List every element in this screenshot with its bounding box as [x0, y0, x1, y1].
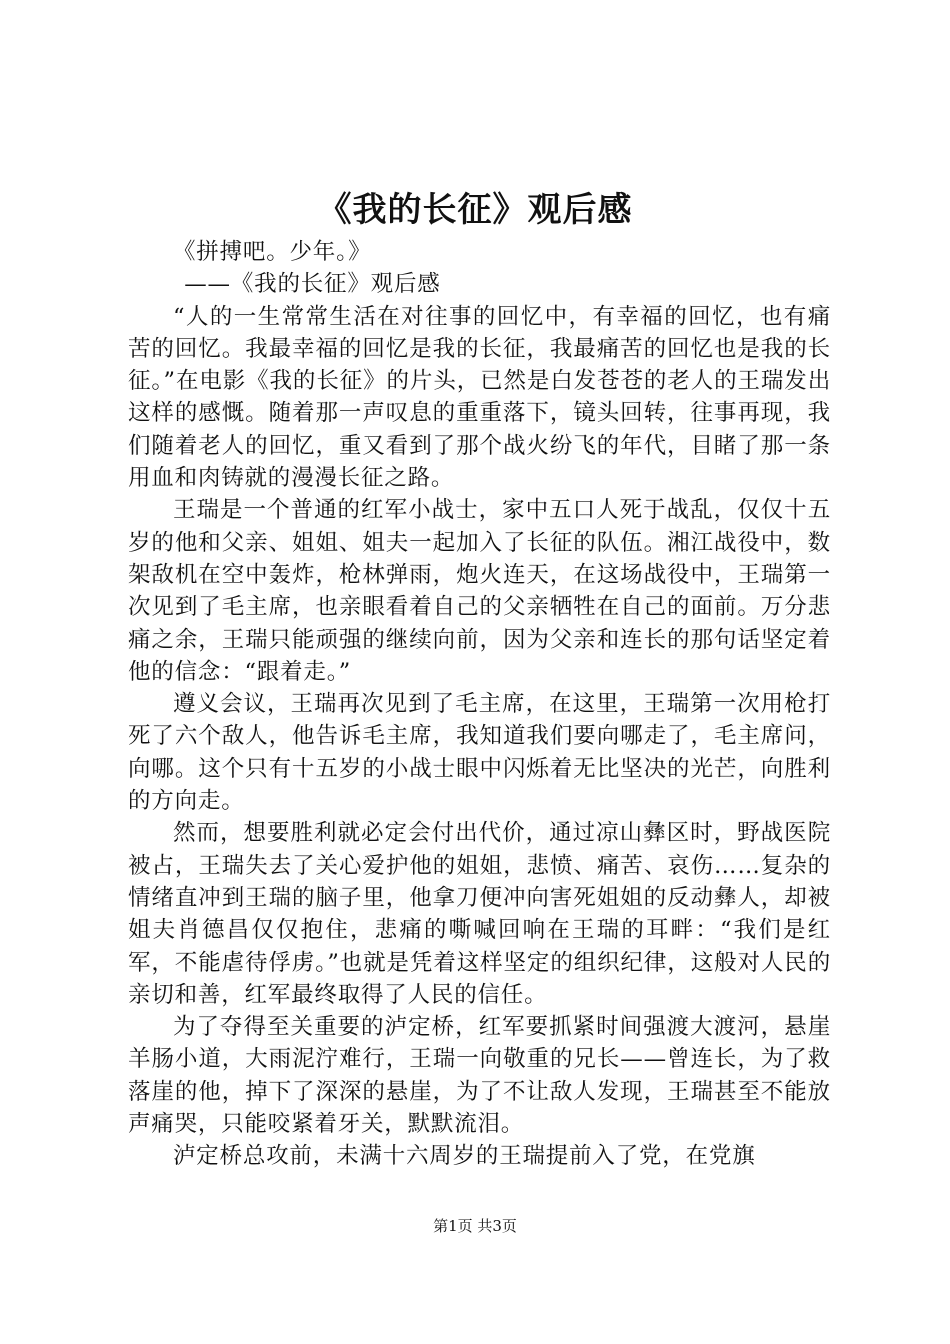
body-paragraph: “人的一生常常生活在对往事的回忆中，有幸福的回忆，也有痛苦的回忆。我最幸福的回忆是我的长征，我最痛苦的回忆也是我的长征。”在电影《我的长征》的片头，已然是白发苍苍的老人的王瑞发出这样的感慨。随着那一声叹息的重重落下，镜头回转，往事再现，我们随着老人的回忆，重又看到了那个战火纷飞的年代，目睹了那一条用血和肉铸就的漫漫长征之路。	[128, 303, 831, 492]
body-paragraph: 然而，想要胜利就必定会付出代价，通过凉山彝区时，野战医院被占，王瑞失去了关心爱护他的姐姐，悲愤、痛苦、哀伤……复杂的情绪直冲到王瑞的脑子里，他拿刀便冲向害死姐姐的反动彝人，却被姐夫肖德昌仅仅抱住，悲痛的嘶喊回响在王瑞的耳畔：“我们是红军，不能虐待俘虏。”也就是凭着这样坚定的组织纪律，这般对人民的亲切和善，红军最终取得了人民的信任。	[128, 820, 831, 1008]
document-body	[128, 236, 831, 1173]
subtitle-line-1: 《拼搏吧。少年。》	[173, 239, 372, 265]
body-paragraph: 遵义会议，王瑞再次见到了毛主席，在这里，王瑞第一次用枪打死了六个敌人，他告诉毛主席，我知道我们要向哪走了，毛主席问，向哪。这个只有十五岁的小战士眼中闪烁着无比坚决的光芒，向胜利的方向走。	[128, 691, 831, 815]
body-paragraph: 王瑞是一个普通的红军小战士，家中五口人死于战乱，仅仅十五岁的他和父亲、姐姐、姐夫一起加入了长征的队伍。湘江战役中，数架敌机在空中轰炸，枪林弹雨，炮火连天，在这场战役中，王瑞第一次见到了毛主席，也亲眼看着自己的父亲牺牲在自己的面前。万分悲痛之余，王瑞只能顽强的继续向前，因为父亲和连长的那句话坚定着他的信念：“跟着走。”	[128, 497, 831, 685]
page-number-footer: 第1页 共3页	[433, 1217, 517, 1235]
body-paragraph: 泸定桥总攻前，未满十六周岁的王瑞提前入了党，在党旗	[173, 1143, 756, 1170]
body-paragraph: 为了夺得至关重要的泸定桥，红军要抓紧时间强渡大渡河，悬崖羊肠小道，大雨泥泞难行，王瑞一向敬重的兄长——曾连长，为了救落崖的他，掉下了深深的悬崖，为了不让敌人发现，王瑞甚至不能放声痛哭，只能咬紧着牙关，默默流泪。	[128, 1014, 831, 1138]
document-title: 《我的长征》观后感	[317, 190, 633, 230]
subtitle-line-2: ——《我的长征》观后感	[184, 271, 441, 298]
